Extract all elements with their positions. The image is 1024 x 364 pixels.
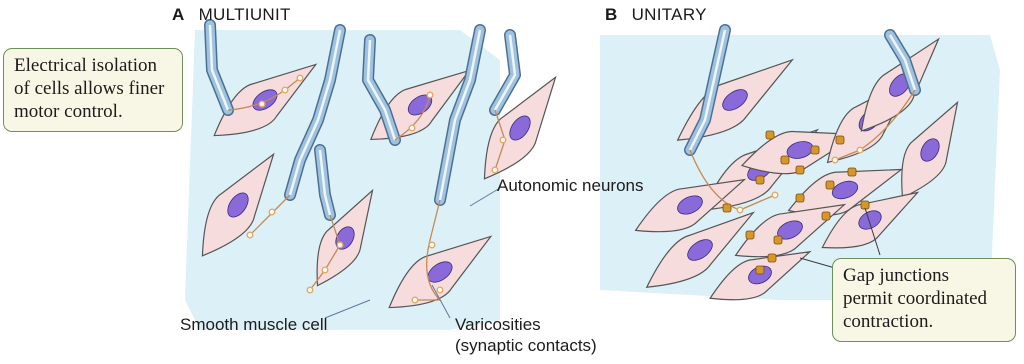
varicosity-dot — [259, 101, 265, 107]
gap-junction — [822, 212, 830, 220]
gap-line-3: contraction. — [843, 311, 934, 332]
varicosities-label: Varicosities — [455, 315, 541, 334]
smooth-muscle-cell-label: Smooth muscle cell — [180, 315, 328, 334]
panel-b-letter: B — [605, 5, 618, 24]
gap-junction — [746, 231, 754, 239]
varicosity-dot — [247, 232, 253, 238]
panel-a-name: MULTIUNIT — [198, 5, 291, 24]
varicosity-dot — [412, 297, 418, 303]
gap-junction — [766, 131, 774, 139]
gap-junction — [836, 136, 844, 144]
gap-junction — [768, 254, 776, 262]
synaptic-contacts-label: (synaptic contacts) — [455, 336, 597, 355]
varicosity-dot — [437, 287, 443, 293]
varicosity-dot — [772, 192, 778, 198]
varicosity-dot — [429, 242, 435, 248]
varicosity-dot — [409, 125, 415, 131]
gap-junction — [826, 181, 834, 189]
gap-junction — [848, 168, 856, 176]
varicosity-dot — [500, 137, 506, 143]
varicosity-dot — [832, 157, 838, 163]
isolation-line-1: Electrical isolation — [14, 55, 157, 76]
gap-junction — [774, 236, 782, 244]
gap-line-2: permit coordinated — [843, 288, 988, 309]
gap-junction — [781, 156, 789, 164]
varicosity-dot — [337, 242, 343, 248]
panel-a-letter: A — [172, 5, 185, 24]
autonomic-neurons-label: Autonomic neurons — [497, 176, 644, 195]
gap-junction — [861, 201, 869, 209]
varicosity-dot — [737, 207, 743, 213]
panel-b-title — [605, 5, 707, 25]
gap-junction — [723, 204, 731, 212]
gap-junction-callout — [832, 258, 1016, 342]
gap-line-1: Gap junctions — [843, 265, 950, 286]
isolation-line-3: motor control. — [14, 101, 123, 122]
varicosity-dot — [307, 287, 313, 293]
panel-b-name: UNITARY — [631, 5, 707, 24]
gap-junction — [756, 266, 764, 274]
gap-junction — [811, 146, 819, 154]
varicosity-dot — [322, 267, 328, 273]
isolation-line-2: of cells allows finer — [14, 78, 165, 99]
varicosity-dot — [282, 87, 288, 93]
varicosity-dot — [857, 147, 863, 153]
varicosity-dot — [297, 75, 303, 81]
varicosity-dot — [269, 209, 275, 215]
panel-a-title — [172, 5, 291, 25]
varicosity-dot — [427, 92, 433, 98]
varicosity-dot — [492, 167, 498, 173]
isolation-callout — [3, 48, 183, 132]
gap-junction — [796, 166, 804, 174]
gap-junction — [756, 176, 764, 184]
gap-junction — [796, 194, 804, 202]
